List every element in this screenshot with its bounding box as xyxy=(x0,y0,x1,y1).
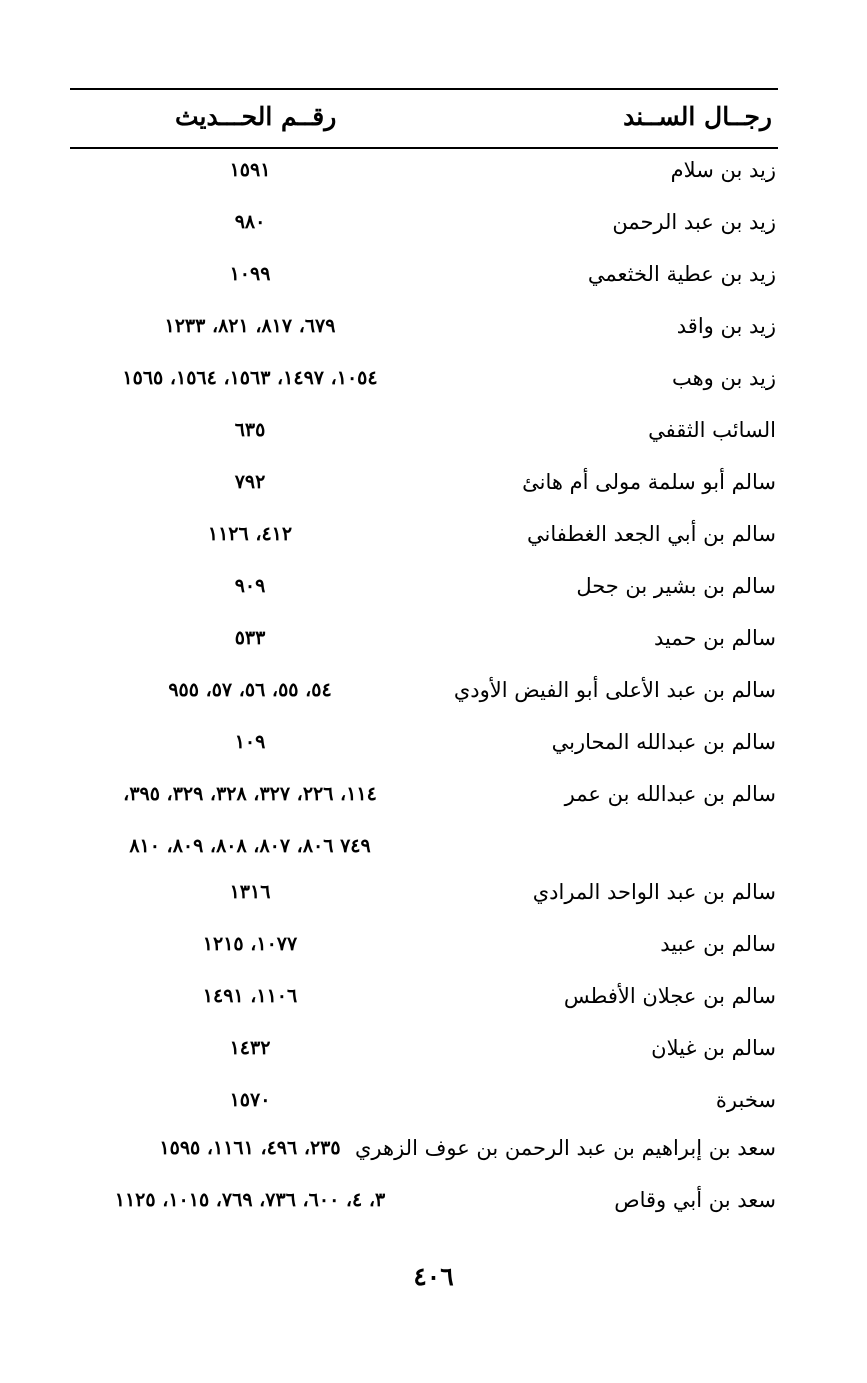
hadith-numbers: ١٠٩ xyxy=(234,731,266,753)
table-row xyxy=(70,514,778,554)
table-row xyxy=(70,150,778,190)
table-row xyxy=(70,976,778,1016)
narrator-name: سالم بن عبيد xyxy=(660,932,776,956)
table-row xyxy=(70,924,778,964)
narrator-name: زيد بن واقد xyxy=(676,314,776,338)
header-hadith-number: رقــم الحـــديث xyxy=(175,102,337,131)
narrator-name: سالم بن عجلان الأفطس xyxy=(563,984,776,1008)
header-narrators: رجــال الســند xyxy=(623,102,772,131)
hadith-numbers: ١٣١٦ xyxy=(229,881,271,903)
narrator-name: سالم بن عبد الواحد المرادي xyxy=(532,880,776,904)
table-row xyxy=(70,202,778,242)
table-row xyxy=(70,872,778,912)
table-row xyxy=(70,670,778,710)
table-row xyxy=(70,1028,778,1068)
hadith-numbers: ٣، ٤، ٦٠٠، ٧٣٦، ٧٦٩، ١٠١٥، ١١٢٥ xyxy=(114,1189,386,1211)
narrator-name: زيد بن سلام xyxy=(670,158,776,182)
table-row xyxy=(70,618,778,658)
hadith-numbers: ٢٣٥، ٤٩٦، ١١٦١، ١٥٩٥ xyxy=(159,1137,341,1159)
hadith-numbers: ١٠٥٤، ١٤٩٧، ١٥٦٣، ١٥٦٤، ١٥٦٥ xyxy=(122,367,378,389)
narrator-name: سعد بن إبراهيم بن عبد الرحمن بن عوف الزهري xyxy=(354,1136,776,1160)
table-row xyxy=(70,306,778,346)
narrator-name: زيد بن وهب xyxy=(671,366,776,390)
top-rule xyxy=(70,88,778,90)
header-rule xyxy=(70,147,778,149)
hadith-numbers: ٥٤، ٥٥، ٥٦، ٥٧، ٩٥٥ xyxy=(168,679,332,701)
table-row xyxy=(70,1080,778,1120)
hadith-numbers: ٥٣٣ xyxy=(234,627,266,649)
hadith-numbers: ١٠٩٩ xyxy=(229,263,271,285)
table-row xyxy=(70,566,778,606)
table-row xyxy=(70,722,778,762)
narrator-name: زيد بن عبد الرحمن xyxy=(612,210,776,234)
table-row xyxy=(70,774,778,814)
narrator-name: سالم بن حميد xyxy=(653,626,776,650)
page-number: ٤٠٦ xyxy=(413,1262,454,1291)
narrator-name: سالم بن عبدالله المحاربي xyxy=(551,730,776,754)
narrator-name: سخبرة xyxy=(715,1088,776,1112)
narrator-name: زيد بن عطية الخثعمي xyxy=(587,262,776,286)
narrator-name: سالم بن بشير بن جحل xyxy=(576,574,776,598)
narrator-name: سالم بن عبدالله بن عمر xyxy=(564,782,776,806)
hadith-numbers: ١٥٩١ xyxy=(229,159,271,181)
hadith-numbers: ١٤٣٢ xyxy=(229,1037,271,1059)
hadith-numbers: ٦٧٩، ٨١٧، ٨٢١، ١٢٣٣ xyxy=(164,315,336,337)
narrator-name: السائب الثقفي xyxy=(648,418,776,442)
narrator-name: سالم أبو سلمة مولى أم هانئ xyxy=(522,470,776,494)
hadith-numbers: ٧٤٩ ٨٠٦، ٨٠٧، ٨٠٨، ٨٠٩، ٨١٠ xyxy=(129,835,371,857)
hadith-numbers: ٩٨٠ xyxy=(234,211,266,233)
table-row xyxy=(70,1128,778,1168)
table-row xyxy=(70,1180,778,1220)
hadith-numbers: ١٥٧٠ xyxy=(229,1089,271,1111)
table-row xyxy=(70,462,778,502)
hadith-numbers: ١١٤، ٢٢٦، ٣٢٧، ٣٢٨، ٣٢٩، ٣٩٥، xyxy=(123,783,377,805)
hadith-numbers: ١٠٧٧، ١٢١٥ xyxy=(202,933,298,955)
narrator-name: سالم بن غيلان xyxy=(651,1036,776,1060)
narrator-name: سالم بن أبي الجعد الغطفاني xyxy=(527,522,776,546)
narrator-name: سعد بن أبي وقاص xyxy=(614,1188,776,1212)
table-row xyxy=(70,254,778,294)
hadith-numbers: ١١٠٦، ١٤٩١ xyxy=(202,985,298,1007)
hadith-numbers: ٦٣٥ xyxy=(234,419,266,441)
narrator-name: سالم بن عبد الأعلى أبو الفيض الأودي xyxy=(453,678,776,702)
hadith-numbers: ٧٩٢ xyxy=(234,471,266,493)
hadith-numbers: ٤١٢، ١١٢٦ xyxy=(207,523,293,545)
table-row xyxy=(70,358,778,398)
table-row xyxy=(70,826,778,866)
hadith-numbers: ٩٠٩ xyxy=(234,575,266,597)
table-row xyxy=(70,410,778,450)
